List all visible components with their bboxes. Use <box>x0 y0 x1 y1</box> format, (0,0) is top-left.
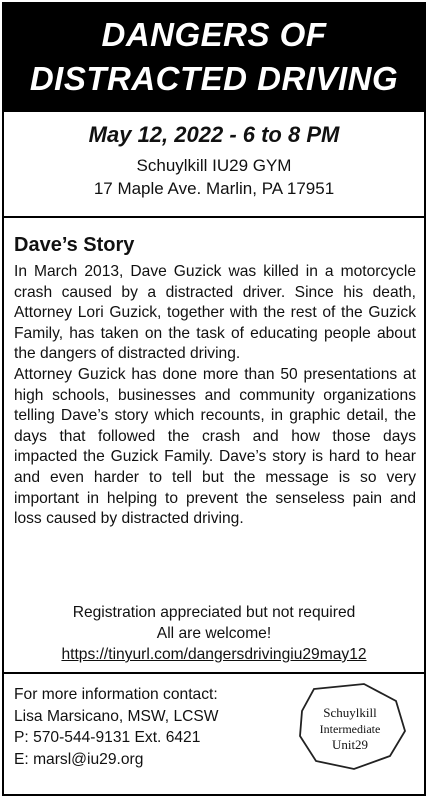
flyer <box>2 2 426 796</box>
event-location <box>4 154 424 200</box>
title-line-2: DISTRACTED DRIVING <box>29 60 399 97</box>
contact-phone: P: 570-544-9131 Ext. 6421 <box>14 729 201 746</box>
venue-address: 17 Maple Ave. Marlin, PA 17951 <box>93 179 335 198</box>
registration-link[interactable]: https://tinyurl.com/dangersdrivingiu29may12 <box>61 646 367 663</box>
registration-section <box>4 602 424 665</box>
title-banner <box>4 4 424 112</box>
logo-line-2: Intermediate <box>319 722 381 736</box>
county-outline-icon <box>292 681 412 773</box>
contact-section <box>14 684 219 770</box>
divider <box>4 216 424 218</box>
story-paragraph-1: In March 2013, Dave Guzick was killed in a motorcycle crash caused by a distracted driver. Since his death, Attorney Lori Guzick, together with the rest of the Guzick Family, has taken on the task of educating people about the dangers of distracted driving. <box>14 263 416 363</box>
iu29-logo <box>292 681 412 773</box>
venue-name: Schuylkill IU29 GYM <box>136 156 292 175</box>
logo-line-1: Schuylkill <box>323 705 377 720</box>
welcome-text: All are welcome! <box>156 625 272 642</box>
story-title: Dave’s Story <box>14 234 135 256</box>
story-paragraph-2: Attorney Guzick has done more than 50 presentations at high schools, businesses and community organizations telling Dave’s story which recounts, in graphic detail, the days that followed the crash and how those days impacted the Guzick Family. Dave’s story is hard to hear and even harder to tell but the message is so very important in helping to prevent the senseless pain and loss caused by distracted driving. <box>14 365 416 528</box>
logo-line-3: Unit29 <box>331 737 369 752</box>
contact-email: E: marsl@iu29.org <box>14 750 144 768</box>
contact-name: Lisa Marsicano, MSW, LCSW <box>14 707 219 725</box>
event-date-time: May 12, 2022 - 6 to 8 PM <box>88 122 340 147</box>
divider <box>4 672 424 674</box>
title-line-1: DANGERS OF <box>101 16 327 53</box>
contact-heading: For more information contact: <box>14 686 218 703</box>
story-body <box>14 262 416 530</box>
registration-note: Registration appreciated but not required <box>72 604 356 621</box>
